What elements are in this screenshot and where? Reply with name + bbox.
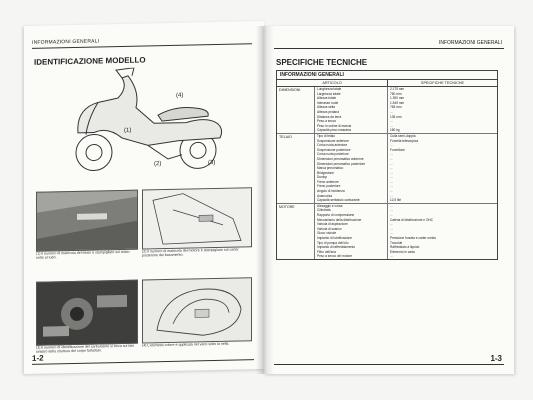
group-items: [315, 87, 388, 133]
table-item: Gioco valvole: [317, 231, 337, 236]
table-spec-value: 765 mm: [390, 105, 402, 110]
table-spec-value: Culla semi-doppia: [390, 133, 416, 138]
right-footer-rule: [274, 364, 504, 365]
table-item: Alesaggio e corsa: [317, 203, 343, 208]
book-gutter: [256, 26, 274, 374]
table-group: [277, 87, 497, 134]
group-items: [315, 204, 388, 259]
table-spec-value: ...: [390, 123, 393, 128]
table-spec-value: ...: [390, 152, 393, 157]
carburetor-image: [37, 281, 137, 345]
table-item: Altezza pedana: [317, 109, 339, 114]
frame-number-image: [37, 191, 137, 251]
table-spec-value: 12,5 litri: [390, 198, 402, 203]
engine-number-image: [143, 188, 251, 248]
table-spec-value: Trocoide: [390, 240, 403, 245]
table-item: Meccanismo della distribuzione: [317, 217, 362, 222]
group-name: MOTORE: [277, 204, 315, 259]
table-spec-value: ...: [390, 170, 393, 175]
caption-engine-number: (2) Il numero di matricola del motore è stampigliato sul carter posteriore del basamento.: [142, 247, 239, 258]
table-item: Lunghezza totale: [317, 87, 342, 91]
table-spec-value: ...: [390, 213, 393, 218]
table-item: Cilindrata: [317, 208, 331, 213]
left-section-title: IDENTIFICAZIONE MODELLO: [34, 55, 146, 67]
table-group: [277, 134, 497, 204]
table-spec-value: 135 mm: [390, 114, 402, 119]
table-item: Valvola di aspirazione: [317, 222, 348, 227]
table-spec-value: 180 kg: [390, 128, 400, 133]
table-item: Bridgestone: [317, 170, 335, 175]
svg-text:(1): (1): [124, 127, 132, 134]
caption-frame-number: (1) Il numero di matricola del telaio è stampigliato sul telaio sotto al tubo.: [36, 249, 130, 261]
table-item: Valvola di scarico: [317, 226, 342, 231]
table-spec-value: 2.175 mm: [390, 87, 405, 91]
right-page-number: 1-3: [490, 354, 502, 363]
left-page-number: 1-2: [32, 353, 44, 363]
table-item: Filtro dell'aria: [317, 249, 336, 254]
table-spec-value: Forcellone: [390, 147, 405, 152]
table-spec-value: ...: [390, 231, 393, 236]
table-header: [277, 80, 497, 87]
table-item: Dimensioni pneumatico anteriore: [317, 156, 364, 161]
table-item: Tipo di telaio: [317, 133, 335, 138]
table-spec-value: ...: [390, 189, 393, 194]
svg-text:(4): (4): [176, 92, 184, 99]
table-item: Distanza da terra: [317, 114, 342, 119]
table-spec-value: Raffreddato a liquido: [390, 245, 420, 250]
table-item: Peso in ordine di marcia: [317, 123, 352, 128]
table-item: Angolo di incidenza: [317, 189, 345, 194]
table-spec-value: ...: [390, 143, 393, 148]
table-item: Impianto di lubrificazione: [317, 236, 353, 240]
right-header-rule: [274, 48, 504, 49]
table-spec-value: Catena di distribuzione e OHC: [390, 217, 434, 222]
table-item: Corsa ruota anteriore: [317, 143, 348, 148]
table-spec-value: 1.390 mm: [390, 96, 405, 101]
table-item: Altezza totale: [317, 96, 337, 101]
table-spec-value: ...: [390, 226, 393, 231]
table-spec-value: ...: [390, 193, 393, 198]
svg-text:(3): (3): [208, 159, 216, 167]
table-spec-value: ...: [390, 119, 393, 124]
table-item: Freno posteriore: [317, 184, 341, 189]
left-page-header: INFORMAZIONI GENERALI: [32, 38, 100, 46]
table-spec-value: ...: [390, 166, 393, 171]
table-group: [277, 204, 497, 259]
svg-text:(2): (2): [154, 161, 162, 168]
table-spec-value: Pressione forzata e carter umido: [390, 236, 437, 240]
table-item: Tipo di pompa dell'olio: [317, 240, 349, 245]
table-spec-value: 1.545 mm: [390, 100, 405, 105]
table-title: INFORMAZIONI GENERALI: [277, 71, 497, 80]
table-spec-value: Forcella telescopica: [390, 138, 419, 143]
table-item: Interasse ruote: [317, 100, 339, 105]
table-spec-value: ...: [390, 161, 393, 166]
engine-number-photo: [142, 187, 252, 249]
table-item: Dunlop: [317, 175, 328, 180]
group-specs: [388, 134, 497, 203]
group-specs: [388, 204, 497, 259]
table-item: Freno anteriore: [317, 179, 339, 184]
right-page-header: INFORMAZIONI GENERALI: [438, 40, 502, 46]
group-name: TELAIO: [277, 134, 315, 203]
table-item: Capacità peso massima: [317, 128, 352, 133]
table-item: Dimensioni pneumatico posteriore: [317, 161, 366, 166]
left-footer-rule: [32, 359, 254, 365]
table-item: Altezza sella: [317, 105, 335, 110]
scooter-illustration: [58, 66, 238, 182]
specifications-table: [276, 70, 498, 260]
right-page: [264, 26, 514, 374]
right-section-title: SPECIFICHE TECNICHE: [276, 58, 368, 67]
caption-color-label: (4) L'etichetta colore è applicata nel vano sotto la sella.: [142, 341, 230, 348]
group-specs: [388, 87, 497, 133]
carburetor-photo: [36, 280, 138, 346]
table-item: Sospensione anteriore: [317, 138, 349, 143]
table-item: Capacità serbatoio carburante: [317, 198, 360, 203]
table-spec-value: ...: [390, 175, 393, 180]
table-item: Marca pneumatico: [317, 166, 344, 171]
caption-carburetor: (3) Il numero di identificazione del carburatore si trova sul lato sinistro della struttura del corpo farfallato.: [36, 343, 135, 355]
table-item: Peso a secco: [317, 119, 337, 124]
column-header-item: ARTICOLO: [277, 80, 388, 86]
table-spec-value: ...: [390, 222, 393, 227]
table-item: Peso a secco del motore: [317, 254, 353, 259]
left-page: [24, 21, 264, 374]
table-spec-value: ...: [390, 208, 393, 213]
color-label-photo: [142, 277, 252, 343]
group-items: [315, 134, 388, 203]
table-spec-value: ...: [390, 254, 393, 259]
table-spec-value: ...: [390, 179, 393, 184]
column-header-spec: SPECIFICHE TECNICHE: [420, 81, 465, 85]
table-item: Larghezza totale: [317, 91, 341, 96]
table-item: Corsa ruota posteriore: [317, 152, 349, 157]
group-name: DIMENSIONI: [277, 87, 315, 133]
table-item: Rapporto di compressione: [317, 213, 355, 218]
color-label-image: [143, 278, 251, 342]
open-manual: [24, 26, 512, 374]
table-spec-value: ...: [390, 156, 393, 161]
table-spec-value: ...: [390, 203, 393, 208]
table-spec-value: Elemento in carta: [390, 249, 415, 254]
table-spec-value: 760 mm: [390, 91, 402, 96]
table-item: Avancorsa: [317, 193, 333, 198]
table-item: Sospensione posteriore: [317, 147, 351, 152]
frame-number-photo: [36, 190, 138, 252]
table-spec-value: ...: [390, 109, 393, 114]
table-spec-value: ...: [390, 184, 393, 189]
table-body: [277, 87, 497, 259]
table-item: Impianto di raffreddamento: [317, 245, 356, 250]
